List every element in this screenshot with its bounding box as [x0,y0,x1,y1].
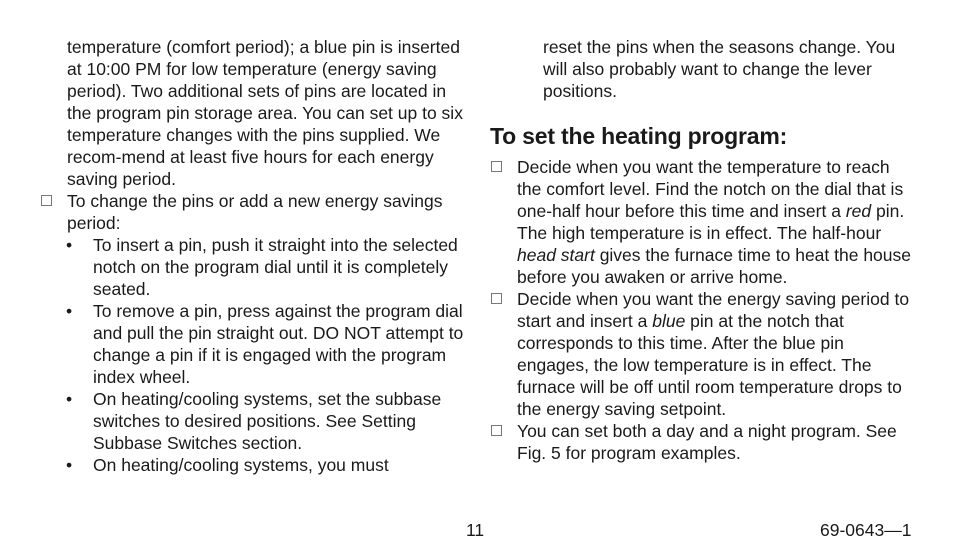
left-column [40,36,470,476]
page-number: 11 [466,520,485,540]
emphasis-red: red [845,201,872,221]
list-item [40,454,470,476]
list-item [40,388,470,454]
list-item-text: On heating/cooling systems, you must [93,455,389,475]
heating-step-3 [490,420,915,464]
checkbox-square-icon [491,161,502,172]
checkbox-square-icon [491,425,502,436]
step-text: You can set both a day and a night program. See Fig. 5 for program examples. [517,421,897,463]
emphasis-head-start: head start [517,245,595,265]
continuation-paragraph: reset the pins when the seasons change. You will also probably want to change the lever positions. [543,37,896,101]
list-item [40,300,470,388]
step-text: gives the furnace time to heat the house before you awaken or arrive home. [517,245,911,287]
heating-step-2 [490,288,915,420]
list-item-text: To remove a pin, press against the program dial and pull the pin straight out. DO NOT attempt to change a pin if it is engaged with the program index wheel. [93,301,464,387]
pin-instructions-list [40,234,470,476]
bullet-icon: • [66,235,73,255]
change-pins-item [40,190,470,234]
change-pins-text: To change the pins or add a new energy savings period: [67,191,443,233]
step-text: Decide when you want the temperature to reach the comfort level. Find the notch on the dial that is one-half hour before this time and insert a [517,157,904,221]
step-text: pin at the notch that corresponds to this time. After the blue pin engages, the low temperature is in effect. The furnace will be off until room temperature drops to the energy saving setpoint. [517,311,902,419]
list-item-text: To insert a pin, push it straight into the selected notch on the program dial until it is completely seated. [93,235,458,299]
heating-step-1 [490,156,915,288]
section-heading: To set the heating program: [490,123,788,149]
checkbox-square-icon [41,195,52,206]
emphasis-blue: blue [652,311,686,331]
bullet-icon: • [66,455,73,475]
intro-paragraph: temperature (comfort period); a blue pin is inserted at 10:00 PM for low temperature (energy saving period). Two additional sets of pins are located in the program pin storage area. You can set up to six temperature changes with the pins supplied. We recom-mend at least five hours for each energy saving period. [67,37,463,189]
checkbox-square-icon [491,293,502,304]
step-text: Decide when you want the energy saving period to start and insert a [517,289,910,331]
right-column [490,36,915,464]
list-item [40,234,470,300]
document-code: 69-0643—1 [820,520,912,540]
bullet-icon: • [66,301,73,321]
list-item-text: On heating/cooling systems, set the subbase switches to desired positions. See Setting Subbase Switches section. [93,389,442,453]
step-text: pin. The high temperature is in effect. The half-hour [517,201,905,243]
bullet-icon: • [66,389,73,409]
